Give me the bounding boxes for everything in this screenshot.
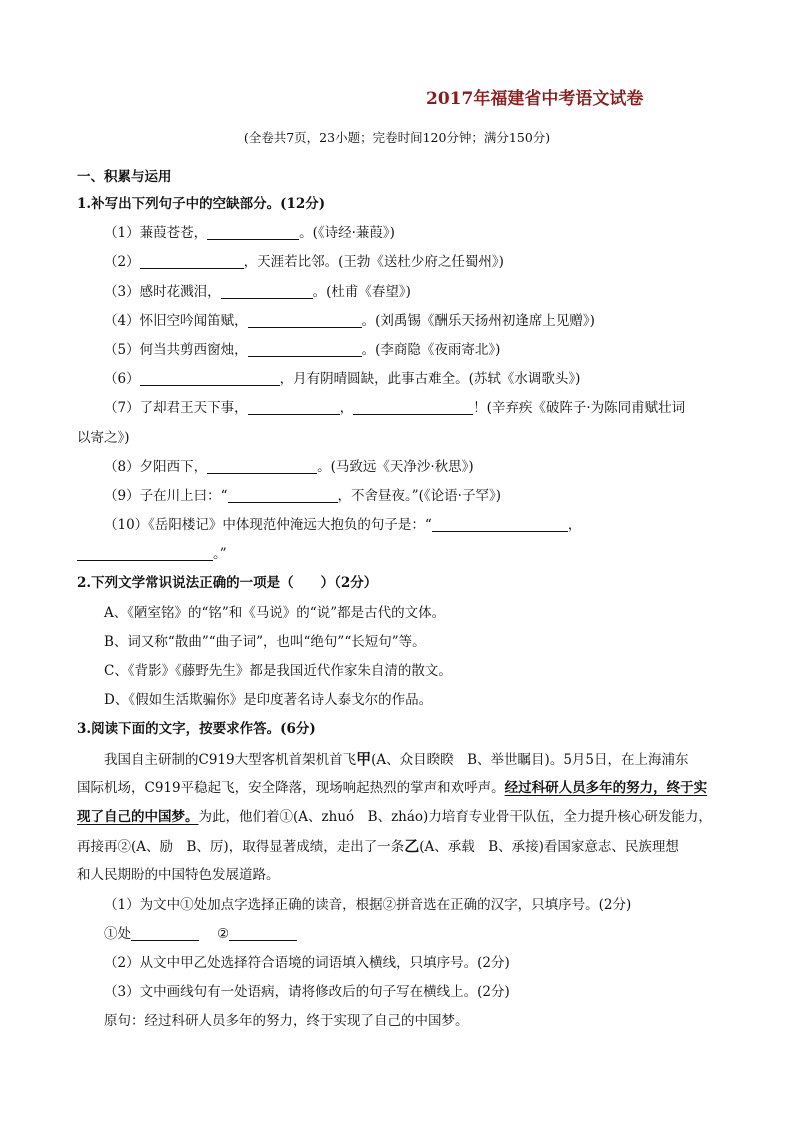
question-1-item-4 bbox=[77, 307, 722, 336]
item-text: （7）了却君王天下事， bbox=[104, 400, 248, 417]
item-source: 。(刘禹锡《酬乐天扬州初逢席上见赠》) bbox=[361, 312, 595, 329]
question-1-item-7 bbox=[77, 394, 722, 423]
question-1-item-9 bbox=[77, 482, 722, 511]
item-text: ， bbox=[567, 517, 582, 534]
item-source: 。(李商隐《夜雨寄北》) bbox=[361, 341, 501, 358]
exam-info: (全卷共7页，23小题；完卷时间120分钟；满分150分) bbox=[243, 130, 551, 145]
answer-blank[interactable] bbox=[140, 252, 244, 269]
question-1-item-1 bbox=[77, 219, 722, 248]
item-source: 。(杜甫《春望》) bbox=[312, 283, 411, 300]
question-2-heading: 2.下列文学常识说法正确的一项是（ ）（2分） bbox=[77, 575, 378, 592]
original-sentence: 原句：经过科研人员多年的努力，终于实现了自己的中国梦。 bbox=[104, 1013, 469, 1030]
option-c[interactable]: C、《背影》《藤野先生》都是我国近代作家朱自清的散文。 bbox=[104, 663, 452, 679]
option-a[interactable]: A、《陋室铭》的“铭”和《马说》的“说”都是古代的文体。 bbox=[104, 604, 446, 621]
marker-yi: 乙 bbox=[404, 837, 420, 856]
item-text: （5）何当共剪西窗烛， bbox=[104, 341, 248, 358]
item-text: （9）子在川上曰：“ bbox=[104, 487, 228, 504]
passage-line bbox=[77, 745, 722, 774]
marker-jia: 甲 bbox=[356, 749, 372, 768]
passage-text: 再接再②(A、励 B、厉)，取得显著成绩，走出了一条 bbox=[77, 839, 405, 856]
question-1-item-10 bbox=[77, 511, 722, 540]
item-text: （4）怀旧空吟闻笛赋， bbox=[104, 312, 248, 329]
item-text: 。” bbox=[213, 546, 227, 563]
question-1-item-7-cont: 以寄之》) bbox=[77, 429, 130, 446]
answer-blank[interactable] bbox=[140, 369, 280, 386]
item-source: 。(马致远《天净沙·秋思》) bbox=[317, 458, 474, 475]
answer-blank[interactable] bbox=[432, 515, 568, 532]
answer-blank[interactable] bbox=[353, 398, 473, 415]
question-1-item-10-cont bbox=[77, 540, 722, 569]
passage-text: (A、承载 B、承接)看国家意志、民族理想 bbox=[419, 839, 679, 856]
passage-line: 和人民期盼的中国特色发展道路。 bbox=[77, 867, 280, 884]
item-source: ，天涯若比邻。(王勃《送杜少府之任蜀州》) bbox=[243, 254, 504, 271]
answer-label: ①处 bbox=[104, 925, 131, 942]
sub-question-1-answers bbox=[77, 920, 722, 949]
item-text: （2） bbox=[104, 254, 140, 271]
answer-blank[interactable] bbox=[207, 457, 317, 474]
exam-title: 2017年福建省中考语文试卷 bbox=[426, 89, 644, 109]
passage-text: 为此，他们着①(A、zhuó B、zháo)力培育专业骨干队伍，全力提升核心研发能力， bbox=[198, 808, 712, 825]
sub-question-1: （1）为文中①处加点字选择正确的读音，根据②拼音选在正确的汉字，只填序号。(2分) bbox=[104, 896, 632, 913]
question-3-heading: 3.阅读下面的文字，按要求作答。(6分) bbox=[77, 721, 316, 738]
underlined-sentence: 经过科研人员多年的努力，终于实 bbox=[504, 779, 708, 796]
passage-line bbox=[77, 832, 722, 861]
question-1-item-3 bbox=[77, 278, 722, 307]
underlined-sentence: 现了自己的中国梦。 bbox=[77, 808, 199, 825]
item-text: ， bbox=[339, 400, 354, 417]
answer-blank[interactable] bbox=[221, 282, 313, 299]
passage-line bbox=[77, 803, 722, 832]
passage-line bbox=[77, 774, 722, 803]
answer-blank[interactable] bbox=[248, 340, 362, 357]
exam-content bbox=[77, 190, 722, 1036]
passage-text: 国际机场，C919平稳起飞，安全降落，现场响起热烈的掌声和欢呼声。 bbox=[77, 779, 505, 796]
question-1-item-2 bbox=[77, 248, 722, 277]
answer-blank[interactable] bbox=[248, 311, 362, 328]
item-source: ，不舍昼夜。”(《论语·子罕》) bbox=[337, 487, 501, 504]
question-1-item-5 bbox=[77, 336, 722, 365]
item-text: （8）夕阳西下， bbox=[104, 458, 208, 475]
option-d[interactable]: D、《假如生活欺骗你》是印度著名诗人泰戈尔的作品。 bbox=[104, 692, 433, 709]
item-source: 。(《诗经·蒹葭》) bbox=[299, 225, 395, 242]
sub-question-3: （3）文中画线句有一处语病，请将修改后的句子写在横线上。(2分) bbox=[104, 984, 510, 1001]
question-1-heading: 1.补写出下列句子中的空缺部分。(12分) bbox=[77, 196, 326, 212]
item-text: （10）《岳阳楼记》中体现范仲淹远大抱负的句子是：“ bbox=[104, 517, 432, 534]
section-heading: 一、积累与运用 bbox=[77, 169, 172, 185]
question-1-item-8 bbox=[77, 453, 722, 482]
option-b[interactable]: B、词又称“散曲”“曲子词”，也叫“绝句”“长短句”等。 bbox=[104, 633, 426, 650]
passage-text: 我国自主研制的C919大型客机首架机首飞 bbox=[104, 751, 357, 768]
answer-blank[interactable] bbox=[77, 544, 213, 561]
answer-label: ② bbox=[217, 925, 230, 942]
item-text: （6） bbox=[104, 371, 140, 388]
answer-blank[interactable] bbox=[131, 924, 199, 941]
question-1-item-6 bbox=[77, 365, 722, 394]
answer-blank[interactable] bbox=[229, 924, 297, 941]
answer-blank[interactable] bbox=[248, 398, 340, 415]
sub-question-2: （2）从文中甲乙处选择符合语境的词语填入横线，只填序号。(2分) bbox=[104, 954, 510, 971]
item-source: ！(辛弃疾《破阵子·为陈同甫赋壮词 bbox=[473, 400, 686, 417]
item-text: （3）感时花溅泪， bbox=[104, 283, 221, 300]
item-text: （1）蒹葭苍苍， bbox=[104, 225, 208, 242]
passage-text: (A、众目睽睽 B、举世瞩目)。5月5日，在上海浦东 bbox=[371, 751, 689, 768]
answer-blank[interactable] bbox=[228, 486, 338, 503]
answer-blank[interactable] bbox=[207, 223, 299, 240]
item-source: ，月有阴晴圆缺，此事古难全。(苏轼《水调歌头》) bbox=[279, 371, 581, 388]
